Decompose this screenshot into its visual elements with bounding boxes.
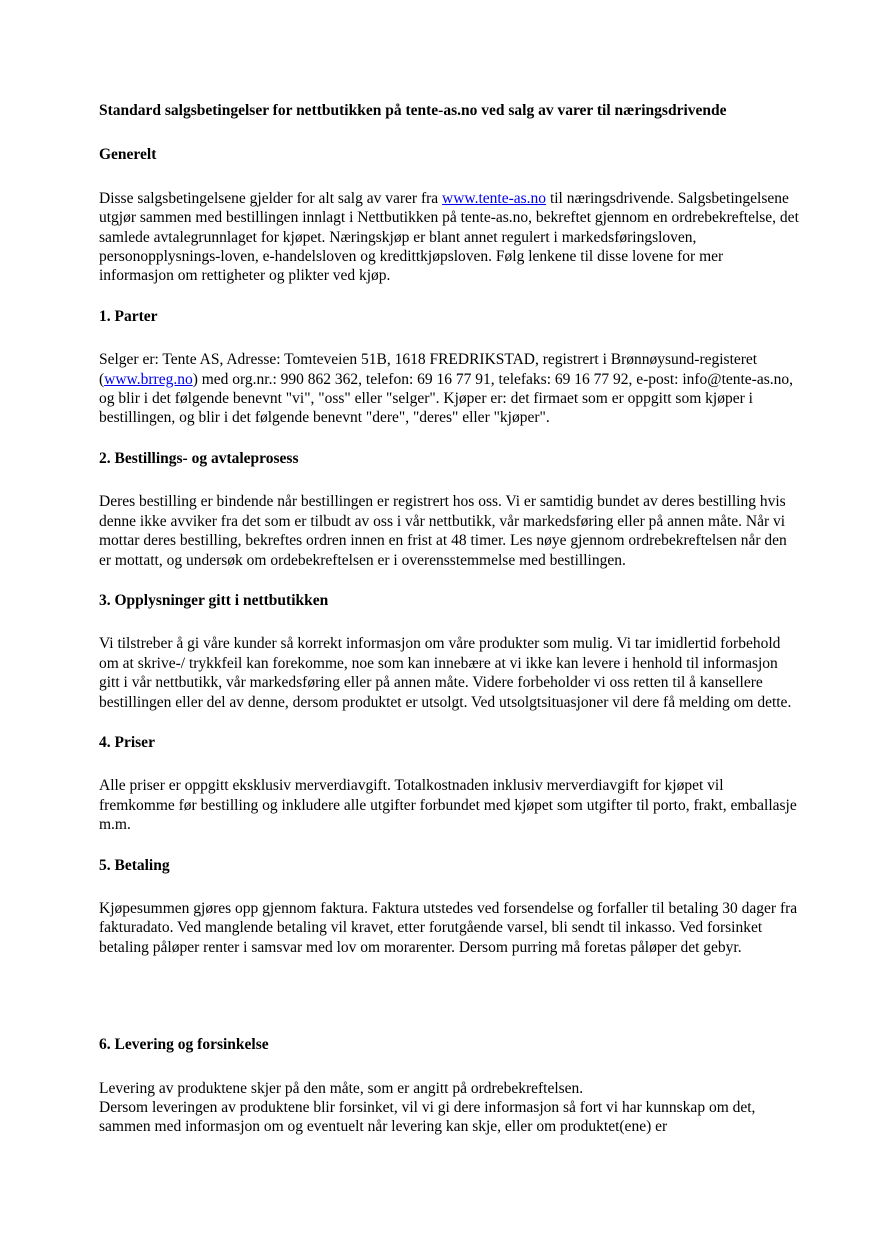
tente-website-link[interactable]: www.tente-as.no bbox=[442, 189, 547, 207]
section-betaling bbox=[99, 856, 800, 958]
parter-text-end: ) med org.nr.: 990 862 362, telefon: 69 16 77 91, telefaks: 69 16 77 92, e-post: info@tente-as.no, og blir i det følgende benevnt "vi", "oss" eller "selger". Kjøper er: det firmaet som er oppgitt som kjøper i bestillingen, og blir i det følgende benevnt "dere", "deres" eller "kjøper". bbox=[99, 370, 794, 427]
parter-text-start: Selger er: Tente AS, Adresse: Tomteveien 51B, 1618 FREDRIKSTAD, registrert i Brønnøysund-registeret ( bbox=[99, 351, 758, 388]
section-text-levering-1: Levering av produktene skjer på den måte, som er angitt på ordrebekreftelsen. bbox=[99, 1079, 584, 1097]
section-priser bbox=[99, 733, 800, 835]
general-text-start: Disse salgsbetingelsene gjelder for alt salg av varer fra bbox=[99, 189, 443, 207]
section-text-priser: Alle priser er oppgitt eksklusiv merverdiavgift. Totalkostnaden inklusiv merverdiavgift for kjøpet vil fremkomme før bestilling og inkludere alle utgifter forbundet med kjøpet som utgifter til porto, frakt, emballasje m.m. bbox=[99, 777, 797, 834]
section-text-betaling: Kjøpesummen gjøres opp gjennom faktura. Faktura utstedes ved forsendelse og forfaller til betaling 30 dager fra fakturadato. Ved manglende betaling vil kravet, etter forutgående varsel, bli sendt til inkasso. Ved forsinket betaling påløper renter i samsvar med lov om morarenter. Dersom purring må foretas påløper det gebyr. bbox=[99, 899, 798, 956]
section-heading-bestilling: 2. Bestillings- og avtaleprosess bbox=[99, 449, 299, 467]
section-text-levering-2: Dersom leveringen av produktene blir forsinket, vil vi gi dere informasjon så fort vi har kunnskap om det, sammen med informasjon om og eventuelt når levering kan skje, eller om produktet(ene) er bbox=[99, 1099, 756, 1136]
section-text-bestilling: Deres bestilling er bindende når bestillingen er registrert hos oss. Vi er samtidig bundet av deres bestilling hvis denne ikke avviker fra det som er tilbudt av oss i vår nettbutikk, vår markedsføring eller på annen måte. Når vi mottar deres bestilling, bekreftes ordren innen en frist at 48 timer. Les nøye gjennom ordrebekreftelsen når den er mottatt, og undersøk om ordebekreftelsen er i overensstemmelse med bestillingen. bbox=[99, 493, 787, 569]
section-text-general bbox=[99, 189, 800, 286]
section-heading-betaling: 5. Betaling bbox=[99, 856, 170, 874]
section-parter bbox=[99, 307, 800, 428]
general-text-end: til næringsdrivende. Salgsbetingelsene utgjør sammen med bestillingen innlagt i Nettbutikken på tente-as.no, bekreftet gjennom en ordrebekreftelse, det samlede avtalegrunnlaget for kjøpet. Næringskjøp er blant annet regulert i markedsføringsloven, personopplysnings-loven, e-handelsloven og kredittkjøpsloven. Følg lenkene til disse lovene for mer informasjon om rettigheter og plikter ved kjøp. bbox=[99, 189, 799, 285]
brreg-link[interactable]: www.brreg.no bbox=[104, 370, 193, 388]
section-spacer bbox=[99, 978, 800, 1035]
section-heading-parter: 1. Parter bbox=[99, 307, 158, 325]
section-opplysninger bbox=[99, 591, 800, 712]
section-bestilling bbox=[99, 449, 800, 570]
section-general bbox=[99, 145, 800, 285]
section-levering bbox=[99, 1035, 800, 1137]
section-text-parter bbox=[99, 350, 800, 428]
section-heading-priser: 4. Priser bbox=[99, 733, 155, 751]
section-heading-levering: 6. Levering og forsinkelse bbox=[99, 1036, 269, 1054]
section-heading-general: Generelt bbox=[99, 146, 157, 164]
document-title: Standard salgsbetingelser for nettbutikken på tente-as.no ved salg av varer til næringsdrivende bbox=[99, 102, 727, 119]
section-heading-opplysninger: 3. Opplysninger gitt i nettbutikken bbox=[99, 591, 329, 609]
section-text-opplysninger: Vi tilstreber å gi våre kunder så korrekt informasjon om våre produkter som mulig. Vi tar imidlertid forbehold om at skrive-/ trykkfeil kan forekomme, noe som kan innebære at vi ikke kan levere i henhold til informasjon gitt i vår nettbutikk, vår markedsføring eller på annen måte. Videre forbeholder vi oss retten til å kansellere bestillingen eller del av denne, dersom produktet er utsolgt. Ved utsolgtsituasjoner vil dere få melding om dette. bbox=[99, 635, 792, 711]
